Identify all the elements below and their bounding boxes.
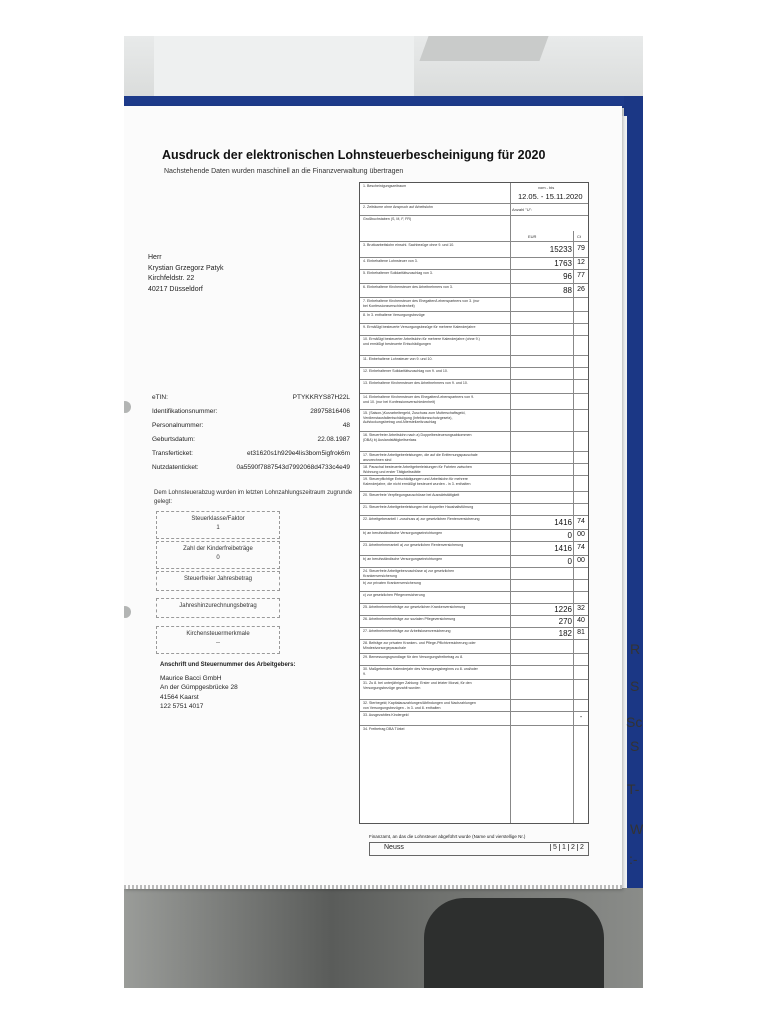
ct-value: 00 bbox=[577, 531, 585, 538]
page-edge bbox=[124, 885, 622, 889]
table-row bbox=[360, 603, 588, 615]
field-value: et31620s1h929e4lis3bom5igfrok6m bbox=[247, 450, 350, 457]
table-row bbox=[360, 241, 588, 257]
field-value: 48 bbox=[342, 422, 350, 429]
document-photo bbox=[124, 36, 643, 988]
row-label: 11. Einbehaltene Lohnsteuer von 9. und 10. bbox=[363, 357, 433, 361]
period-header: vom - bis bbox=[538, 185, 555, 190]
table-row bbox=[360, 711, 588, 725]
row-label: b) zur privaten Krankenversicherung bbox=[363, 581, 421, 585]
row-label: 34. Freibetrag DBA Türkei bbox=[363, 727, 405, 731]
eur-header: EUR bbox=[528, 234, 537, 239]
table-row bbox=[360, 283, 588, 297]
table-row bbox=[360, 653, 588, 665]
page-subtitle: Nachstehende Daten wurden maschinell an die Finanzverwaltung übertragen bbox=[164, 168, 404, 175]
row-label: 17. Steuerfreie Arbeitgeberleistungen, die auf die Entfernungspauschale anzurechnen sind bbox=[363, 453, 478, 462]
bg-letter: W bbox=[630, 821, 643, 837]
field-value: 22.08.1987 bbox=[317, 436, 350, 443]
eur-value: 15233 bbox=[549, 244, 572, 254]
background-bottom bbox=[124, 888, 643, 988]
box-label: Jahreshinzurechnungsbetrag bbox=[179, 603, 257, 609]
row-label: c) zur gesetzlichen Pflegeversicherung bbox=[363, 593, 425, 597]
period-value: 12.05. - 15.11.2020 bbox=[518, 192, 583, 201]
row-label: 15. (Saison-)Kurzarbeitergeld, Zuschuss zum Mutterschaftsgeld, Verdienstausfallentschädigung (Infektionsschutzgesetz), Aufstockungsbetrag und Altersteilzeitzuschlag bbox=[363, 411, 466, 424]
row-label: 7. Einbehaltene Kirchensteuer des Ehegatten/Lebenspartners von 3. (nur bei Konfessionsverschiedenheit) bbox=[363, 299, 480, 308]
row-label: 32. Sterbegeld; Kapitalauszahlungen/Abfindungen und Nachzahlungen von Versorgungsbezügen - in 3. und 8. enthalten bbox=[363, 701, 476, 710]
bg-letter: S bbox=[630, 738, 640, 754]
box-value: -- bbox=[216, 640, 220, 646]
eur-value: 1763 bbox=[554, 258, 572, 268]
table-row bbox=[360, 269, 588, 283]
row-label: 6. Einbehaltene Kirchensteuer des Arbeitnehmers von 3. bbox=[363, 285, 453, 289]
id-number-row bbox=[152, 408, 350, 422]
table-row bbox=[360, 579, 588, 591]
finanzamt-code bbox=[550, 844, 586, 851]
ct-value: 74 bbox=[577, 544, 585, 551]
bg-letter: :- bbox=[629, 851, 638, 867]
row-label: 26. Arbeitnehmerbeiträge zur sozialen Pflegeversicherung bbox=[363, 617, 456, 621]
table-row bbox=[360, 379, 588, 393]
row-label: 16. Steuerfreier Arbeitslohn nach a) Doppelbesteuerungsabkommen (DBA) b) Auslandstätigkeitserlass bbox=[363, 433, 472, 442]
recipient-salutation: Herr bbox=[148, 254, 162, 261]
ct-value: 32 bbox=[577, 605, 585, 612]
row-label: 24. Steuerfreie Arbeitgeberzuschüsse a) zur gesetzlichen Krankenversicherung bbox=[363, 569, 455, 578]
field-label: Geburtsdatum: bbox=[152, 436, 195, 443]
code-digit: 2 bbox=[577, 844, 586, 851]
row-label: 33. Ausgezahltes Kindergeld bbox=[363, 713, 409, 717]
background-dark-object bbox=[424, 898, 604, 988]
box-label: Steuerklasse/Faktor bbox=[191, 516, 245, 522]
row-label: 5. Einbehaltener Solidaritätszuschlag von 3. bbox=[363, 271, 433, 275]
row-label: b) an berufsständische Versorgungseinrichtungen bbox=[363, 531, 443, 535]
finanzamt-label: Finanzamt, an das die Lohnsteuer abgeführt wurde (Name und vierstellige Nr.) bbox=[369, 834, 526, 839]
table-row bbox=[360, 541, 588, 555]
row-label: 20. Steuerfreie Verpflegungszuschüsse bei Auswärtstätigkeit bbox=[363, 493, 460, 497]
row-label: 12. Einbehaltener Solidaritätszuschlag von 9. und 10. bbox=[363, 369, 448, 373]
ct-value: 77 bbox=[577, 272, 585, 279]
box-label: Steuerfreier Jahresbetrag bbox=[183, 576, 253, 582]
table-row bbox=[360, 451, 588, 463]
employer-street: An der Gümpgesbrücke 28 bbox=[160, 684, 238, 691]
employer-tax-number: 122 5751 4017 bbox=[160, 703, 204, 710]
field-label: eTIN: bbox=[152, 394, 168, 401]
table-row bbox=[360, 515, 588, 529]
table-row bbox=[360, 475, 588, 491]
ct-value: 81 bbox=[577, 629, 585, 636]
field-value: 28975816406 bbox=[310, 408, 350, 415]
row-label: 19. Steuerpflichtige Entschädigungen und Arbeitslohn für mehrere Kalenderjahre, die nicht ermäßigt besteuert wurden - in 3. enthalten bbox=[363, 477, 471, 486]
ct-value: 40 bbox=[577, 617, 585, 624]
certificate-table bbox=[359, 182, 589, 824]
ct-value: 74 bbox=[577, 518, 585, 525]
table-row bbox=[360, 627, 588, 639]
table-row bbox=[360, 431, 588, 451]
eur-value: 182 bbox=[558, 628, 572, 638]
eur-value: 0 bbox=[567, 530, 572, 540]
table-row bbox=[360, 567, 588, 579]
row-label: b) an berufsständische Versorgungseinrichtungen bbox=[363, 557, 443, 561]
row-label: 27. Arbeitnehmerbeiträge zur Arbeitslosenversicherung bbox=[363, 629, 451, 633]
eur-value: 0 bbox=[567, 556, 572, 566]
table-row bbox=[360, 555, 588, 567]
box-value: 0 bbox=[216, 555, 220, 561]
finanzamt-name: Neuss bbox=[384, 844, 404, 851]
row-label: 4. Einbehaltene Lohnsteuer von 3. bbox=[363, 259, 418, 263]
row-label: 3. Bruttoarbeitslohn einschl. Sachbezüge ohne 9. und 10. bbox=[363, 243, 455, 247]
bg-letter: T- bbox=[627, 781, 640, 797]
recipient-street: Kirchfeldstr. 22 bbox=[148, 275, 195, 282]
table-row bbox=[360, 615, 588, 627]
bg-letter: R bbox=[630, 641, 641, 657]
row-label: 13. Einbehaltene Kirchensteuer des Arbeitnehmers von 9. und 10. bbox=[363, 381, 468, 385]
tax-free-amount-box bbox=[156, 571, 280, 591]
box-value: 1 bbox=[216, 525, 220, 531]
table-row bbox=[360, 725, 588, 739]
eur-value: 96 bbox=[563, 271, 572, 281]
table-row bbox=[360, 183, 588, 203]
table-row bbox=[360, 297, 588, 311]
bg-letter: Sc bbox=[626, 714, 643, 730]
field-label: Identifikationsnummer: bbox=[152, 408, 218, 415]
code-digit: 2 bbox=[568, 844, 577, 851]
table-row bbox=[360, 323, 588, 335]
church-tax-box bbox=[156, 626, 280, 654]
eur-value: 1416 bbox=[554, 543, 572, 553]
row-label: 9. Ermäßigt besteuerte Versorgungsbezüge für mehrere Kalenderjahre bbox=[363, 325, 476, 329]
table-row bbox=[360, 311, 588, 323]
employer-name: Maurice Bacci GmbH bbox=[160, 674, 222, 682]
tax-class-box bbox=[156, 511, 280, 539]
table-row bbox=[360, 409, 588, 431]
punch-hole bbox=[124, 401, 131, 413]
transfer-ticket-row bbox=[152, 450, 350, 464]
eur-value: 1416 bbox=[554, 517, 572, 527]
field-value: PTYKKRYS87H22L bbox=[292, 394, 350, 401]
field-label: Transferticket: bbox=[152, 450, 193, 457]
box-label: Zahl der Kinderfreibeträge bbox=[183, 546, 253, 552]
table-row bbox=[360, 665, 588, 679]
table-row bbox=[360, 215, 588, 229]
data-ticket-row bbox=[152, 464, 350, 478]
row-label: Großbuchstaben (S, M, F, FR) bbox=[363, 217, 412, 221]
ct-value: 26 bbox=[577, 286, 585, 293]
ct-value: - bbox=[579, 714, 583, 721]
row-label: 10. Ermäßigt besteuerter Arbeitslohn für mehrere Kalenderjahre (ohne 9.) und ermäßigt besteuerte Entschädigungen bbox=[363, 337, 480, 346]
employer-block bbox=[160, 661, 295, 712]
page-title: Ausdruck der elektronischen Lohnsteuerbescheinigung für 2020 bbox=[162, 148, 546, 162]
row-label: 18. Pauschal besteuerte Arbeitgeberleistungen für Fahrten zwischen Wohnung und erster Tätigkeitsstätte bbox=[363, 465, 472, 474]
background-sheet bbox=[154, 36, 414, 96]
recipient-city: 40217 Düsseldorf bbox=[148, 285, 203, 293]
bg-letter: S bbox=[630, 678, 640, 694]
field-value: 0a5590f7887543d7992068d4733c4e49 bbox=[236, 464, 350, 471]
annual-addition-box bbox=[156, 598, 280, 618]
row-label: 23. Arbeitnehmeranteil a) zur gesetzlichen Rentenversicherung bbox=[363, 543, 464, 547]
code-digit: 1 bbox=[559, 844, 568, 851]
table-row bbox=[360, 503, 588, 515]
row-label: 8. In 3. enthaltene Versorgungsbezüge bbox=[363, 313, 425, 317]
tax-certificate-page bbox=[124, 106, 622, 889]
ct-value: 79 bbox=[577, 245, 585, 252]
punch-hole bbox=[124, 606, 131, 618]
birth-date-row bbox=[152, 436, 350, 450]
employer-heading: Anschrift und Steuernummer des Arbeitgebers: bbox=[160, 662, 296, 668]
table-row bbox=[360, 529, 588, 541]
row-label: 30. Maßgebendes Kalenderjahr des Versorgungsbeginns zu 8. und/oder 9. bbox=[363, 667, 478, 676]
box-label: Kirchensteuermerkmale bbox=[186, 631, 250, 637]
finanzamt-row bbox=[369, 842, 589, 856]
row-label: 29. Bemessungsgrundlage für den Versorgungsfreibetrag zu 8. bbox=[363, 655, 464, 659]
tax-basis-note: Dem Lohnsteuerabzug wurden im letzten Lohnzahlungszeitraum zugrunde gelegt: bbox=[154, 490, 353, 505]
table-row bbox=[360, 699, 588, 711]
eur-value: 270 bbox=[558, 616, 572, 626]
eur-value: 1226 bbox=[554, 604, 572, 614]
etin-row bbox=[152, 394, 350, 408]
ct-header: Ct bbox=[577, 234, 581, 239]
personnel-number-row bbox=[152, 422, 350, 436]
row-label: 14. Einbehaltene Kirchensteuer des Ehegatten/Lebenspartners von 9. und 10. (nur bei Konfessionsverschiedenheit) bbox=[363, 395, 475, 404]
table-row bbox=[360, 463, 588, 475]
employer-city: 41564 Kaarst bbox=[160, 693, 199, 701]
ct-value: 12 bbox=[577, 259, 585, 266]
table-row bbox=[360, 393, 588, 409]
row-label: 22. Arbeitgeberanteil / -zuschuss a) zur gesetzlichen Rentenversicherung bbox=[363, 517, 480, 521]
table-row bbox=[360, 203, 588, 215]
table-row bbox=[360, 367, 588, 379]
table-row bbox=[360, 679, 588, 699]
code-digit: 5 bbox=[550, 844, 559, 851]
row-label: 1. Bescheinigungszeitraum bbox=[363, 184, 407, 188]
table-row bbox=[360, 355, 588, 367]
ct-value: 00 bbox=[577, 557, 585, 564]
table-row bbox=[360, 591, 588, 603]
row-label: 25. Arbeitnehmerbeiträge zur gesetzlichen Krankenversicherung bbox=[363, 605, 466, 609]
eur-value: 88 bbox=[563, 285, 572, 295]
row-label: 28. Beiträge zur privaten Kranken- und Pflege-Pflichtversicherung oder Mindestvorsorgepauschale bbox=[363, 641, 476, 650]
child-allowance-box bbox=[156, 541, 280, 569]
row-label: 21. Steuerfreie Arbeitgeberleistungen bei doppelter Haushaltsführung bbox=[363, 505, 474, 509]
table-row bbox=[360, 335, 588, 355]
background-shadow bbox=[419, 36, 548, 61]
row-label: 31. Zu 8. bei unterjähriger Zahlung: Erster und letzter Monat, für den Versorgungsbezüge gezahlt wurden bbox=[363, 681, 472, 690]
row-label: 2. Zeiträume ohne Anspruch auf Arbeitslohn bbox=[363, 205, 433, 209]
zeitraeume-count: Anzahl "U": bbox=[512, 207, 533, 212]
table-row bbox=[360, 257, 588, 269]
field-label: Nutzdatenticket: bbox=[152, 464, 199, 471]
table-row bbox=[360, 491, 588, 503]
recipient-name: Krystian Grzegorz Patyk bbox=[148, 264, 224, 272]
field-label: Personalnummer: bbox=[152, 422, 204, 429]
table-row bbox=[360, 639, 588, 653]
recipient-address bbox=[148, 253, 223, 295]
